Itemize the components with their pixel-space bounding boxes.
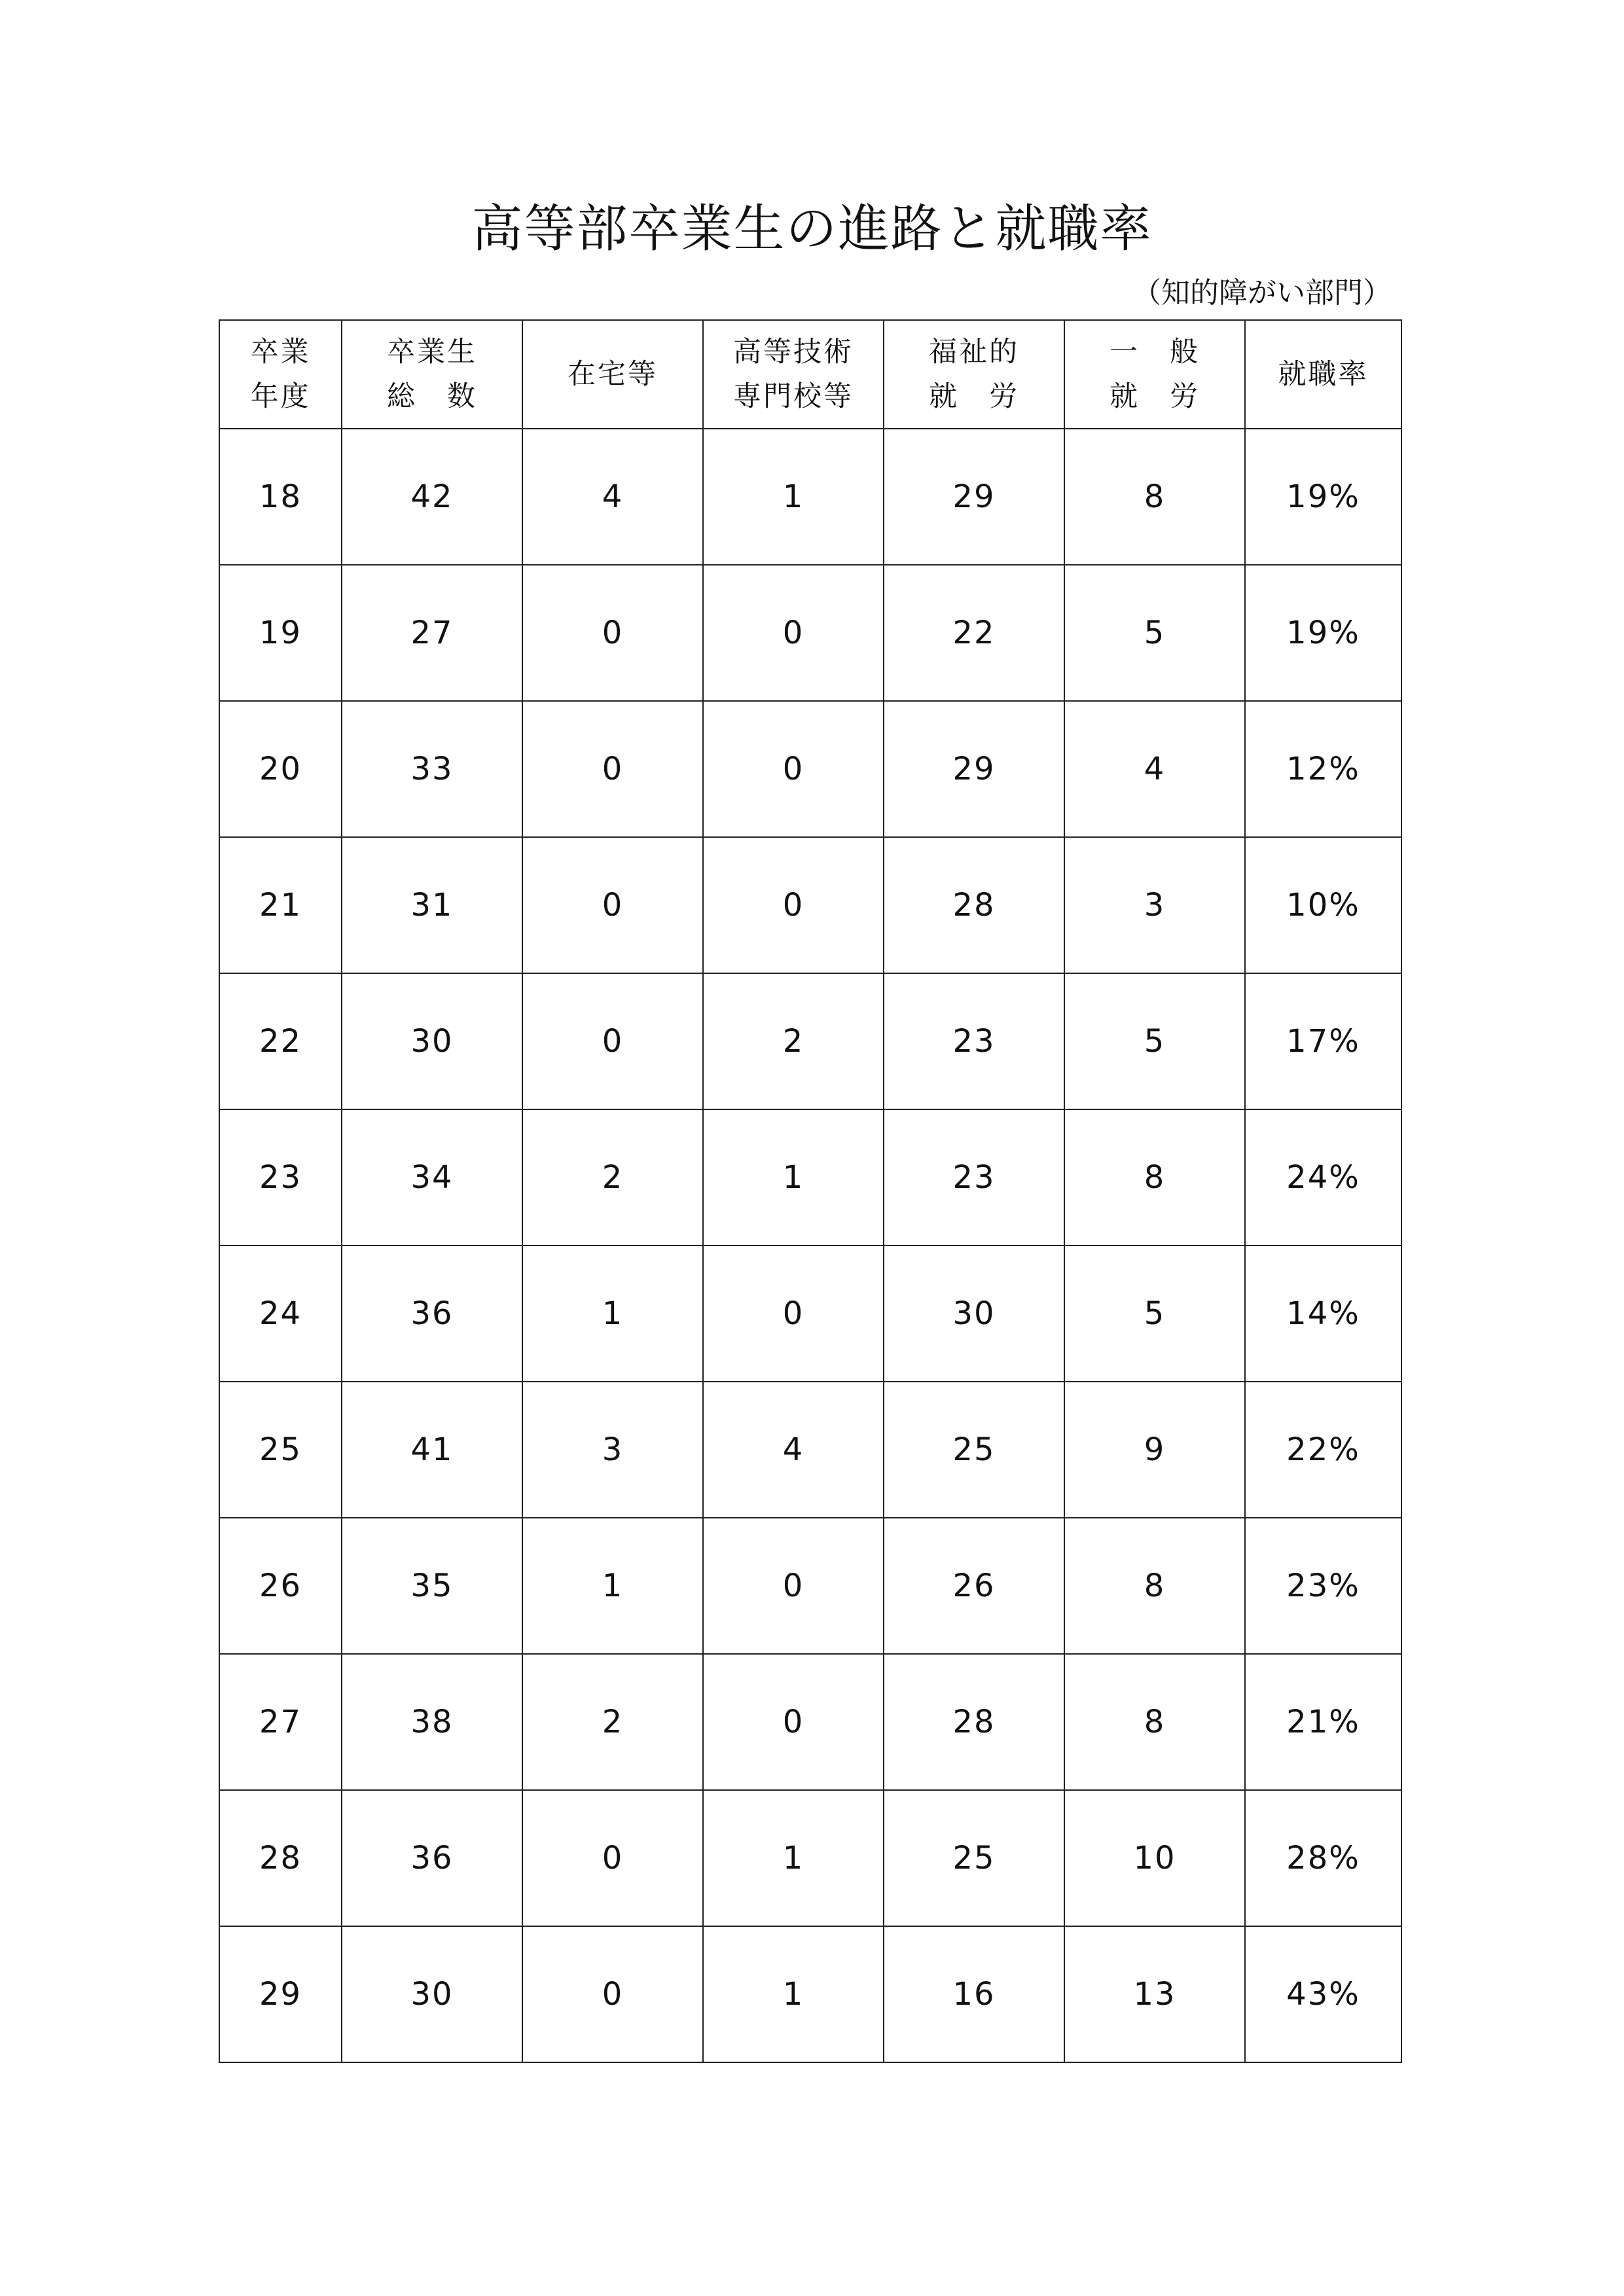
at-home-cell: 2 — [522, 1654, 703, 1790]
at-home-cell: 2 — [522, 1109, 703, 1246]
year-cell: 23 — [219, 1109, 342, 1246]
header-graduation-year: 卒業 年度 — [219, 320, 342, 429]
at-home-cell: 0 — [522, 1790, 703, 1926]
year-cell: 24 — [219, 1246, 342, 1382]
year-cell: 26 — [219, 1518, 342, 1654]
total-cell: 36 — [342, 1246, 522, 1382]
total-cell: 38 — [342, 1654, 522, 1790]
total-cell: 36 — [342, 1790, 522, 1926]
at-home-cell: 0 — [522, 837, 703, 973]
general-cell: 4 — [1064, 701, 1245, 837]
total-cell: 42 — [342, 429, 522, 565]
header-at-home: 在宅等 — [522, 320, 703, 429]
year-cell: 29 — [219, 1926, 342, 2062]
welfare-cell: 28 — [884, 1654, 1064, 1790]
year-cell: 19 — [219, 565, 342, 701]
header-vocational-school: 高等技術 専門校等 — [703, 320, 884, 429]
rate-cell: 17% — [1245, 973, 1401, 1109]
welfare-cell: 16 — [884, 1926, 1064, 2062]
general-cell: 5 — [1064, 1246, 1245, 1382]
vocational-cell: 0 — [703, 565, 884, 701]
general-cell: 8 — [1064, 429, 1245, 565]
total-cell: 31 — [342, 837, 522, 973]
rate-cell: 43% — [1245, 1926, 1401, 2062]
year-cell: 28 — [219, 1790, 342, 1926]
table-row — [219, 701, 1401, 837]
vocational-cell: 0 — [703, 1654, 884, 1790]
header-general-employment: 一 般 就 労 — [1064, 320, 1245, 429]
at-home-cell: 0 — [522, 1926, 703, 2062]
year-cell: 20 — [219, 701, 342, 837]
page-title: 高等部卒業生の進路と就職率 — [471, 200, 1153, 259]
table-row — [219, 429, 1401, 565]
table-header-row — [219, 320, 1401, 429]
at-home-cell: 0 — [522, 565, 703, 701]
year-cell: 27 — [219, 1654, 342, 1790]
welfare-cell: 30 — [884, 1246, 1064, 1382]
table-row — [219, 1246, 1401, 1382]
table-row — [219, 1518, 1401, 1654]
general-cell: 9 — [1064, 1382, 1245, 1518]
welfare-cell: 26 — [884, 1518, 1064, 1654]
rate-cell: 14% — [1245, 1246, 1401, 1382]
rate-cell: 19% — [1245, 429, 1401, 565]
header-total-graduates: 卒業生 総 数 — [342, 320, 522, 429]
total-cell: 34 — [342, 1109, 522, 1246]
welfare-cell: 28 — [884, 837, 1064, 973]
rate-cell: 19% — [1245, 565, 1401, 701]
graduate-career-table — [219, 319, 1402, 2063]
total-cell: 30 — [342, 1926, 522, 2062]
welfare-cell: 25 — [884, 1790, 1064, 1926]
at-home-cell: 0 — [522, 701, 703, 837]
at-home-cell: 1 — [522, 1246, 703, 1382]
general-cell: 5 — [1064, 973, 1245, 1109]
at-home-cell: 4 — [522, 429, 703, 565]
header-employment-rate: 就職率 — [1245, 320, 1401, 429]
table-row — [219, 1926, 1401, 2062]
welfare-cell: 23 — [884, 1109, 1064, 1246]
vocational-cell: 0 — [703, 701, 884, 837]
welfare-cell: 29 — [884, 701, 1064, 837]
vocational-cell: 1 — [703, 1109, 884, 1246]
total-cell: 33 — [342, 701, 522, 837]
at-home-cell: 1 — [522, 1518, 703, 1654]
rate-cell: 21% — [1245, 1654, 1401, 1790]
general-cell: 8 — [1064, 1518, 1245, 1654]
table-body — [219, 429, 1401, 2062]
total-cell: 27 — [342, 565, 522, 701]
table-row — [219, 1109, 1401, 1246]
vocational-cell: 2 — [703, 973, 884, 1109]
vocational-cell: 1 — [703, 1926, 884, 2062]
vocational-cell: 1 — [703, 1790, 884, 1926]
welfare-cell: 29 — [884, 429, 1064, 565]
rate-cell: 24% — [1245, 1109, 1401, 1246]
general-cell: 3 — [1064, 837, 1245, 973]
rate-cell: 28% — [1245, 1790, 1401, 1926]
vocational-cell: 0 — [703, 837, 884, 973]
table-row — [219, 1790, 1401, 1926]
general-cell: 10 — [1064, 1790, 1245, 1926]
year-cell: 22 — [219, 973, 342, 1109]
general-cell: 8 — [1064, 1654, 1245, 1790]
vocational-cell: 1 — [703, 429, 884, 565]
total-cell: 30 — [342, 973, 522, 1109]
page-subtitle: （知的障がい部門） — [1132, 276, 1392, 310]
general-cell: 5 — [1064, 565, 1245, 701]
table-row — [219, 1382, 1401, 1518]
rate-cell: 12% — [1245, 701, 1401, 837]
year-cell: 18 — [219, 429, 342, 565]
vocational-cell: 0 — [703, 1518, 884, 1654]
at-home-cell: 0 — [522, 973, 703, 1109]
total-cell: 35 — [342, 1518, 522, 1654]
table-row — [219, 1654, 1401, 1790]
year-cell: 25 — [219, 1382, 342, 1518]
vocational-cell: 4 — [703, 1382, 884, 1518]
welfare-cell: 23 — [884, 973, 1064, 1109]
rate-cell: 22% — [1245, 1382, 1401, 1518]
table-row — [219, 837, 1401, 973]
vocational-cell: 0 — [703, 1246, 884, 1382]
year-cell: 21 — [219, 837, 342, 973]
header-welfare-employment: 福祉的 就 労 — [884, 320, 1064, 429]
rate-cell: 23% — [1245, 1518, 1401, 1654]
rate-cell: 10% — [1245, 837, 1401, 973]
welfare-cell: 25 — [884, 1382, 1064, 1518]
general-cell: 8 — [1064, 1109, 1245, 1246]
table-row — [219, 565, 1401, 701]
general-cell: 13 — [1064, 1926, 1245, 2062]
total-cell: 41 — [342, 1382, 522, 1518]
welfare-cell: 22 — [884, 565, 1064, 701]
at-home-cell: 3 — [522, 1382, 703, 1518]
table-row — [219, 973, 1401, 1109]
